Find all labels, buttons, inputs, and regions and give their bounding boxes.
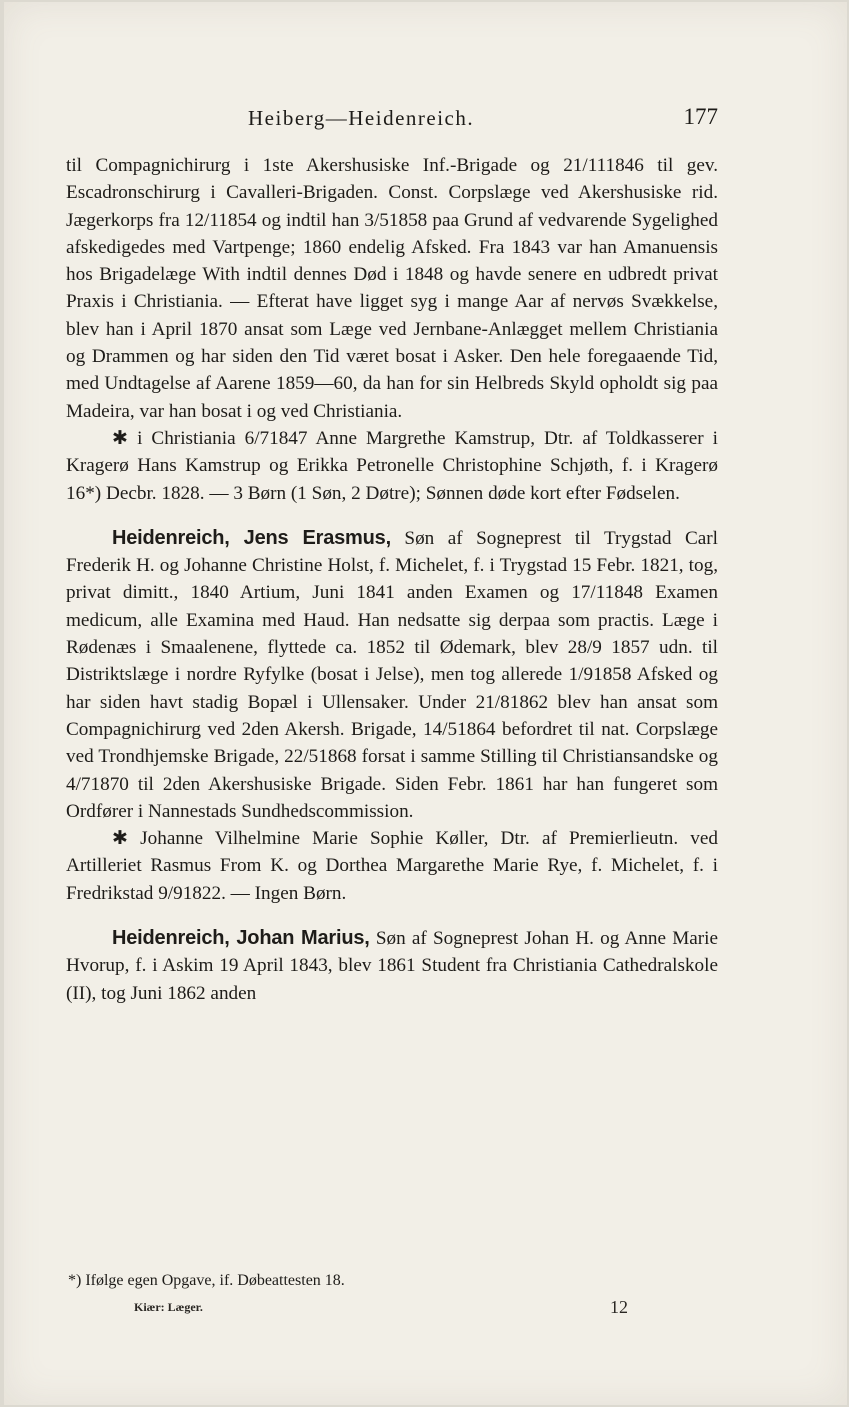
entry-paragraph	[66, 925, 718, 1007]
entry-marriage: ✱ Johanne Vilhelmine Marie Sophie Køller, Dtr. af Premierlieutn. ved Artilleriet Rasmus From K. og Dorthea Margarethe Marie Rye, f. Michelet, f. i Fredrikstad 9/91822. — Ingen Børn.	[66, 828, 718, 904]
footnote	[66, 1272, 718, 1290]
entry-paragraph	[66, 525, 718, 825]
footnote-text: *) Ifølge egen Opgave, if. Døbeattesten 18.	[68, 1272, 345, 1289]
page-header	[66, 102, 718, 134]
entry-text: Søn af Sogneprest Johan H. og Anne Marie Hvorup, f. i Askim 19 April 1843, blev 1861 Student fra Christiania Cathedralskole (II), tog Juni 1862 anden	[66, 928, 719, 1004]
continuation-section	[66, 152, 718, 507]
entry-name: Heidenreich, Johan Marius,	[112, 927, 370, 950]
printer-signature: Kiær: Læger.	[134, 1300, 203, 1314]
page-number: 177	[683, 104, 718, 129]
running-title: Heiberg—Heidenreich.	[248, 106, 475, 130]
entry-johan-marius	[66, 925, 718, 1007]
body-text	[66, 152, 718, 1007]
signature-number: 12	[610, 1297, 628, 1317]
marriage-paragraph: ✱ i Christiania 6/71847 Anne Margrethe Kamstrup, Dtr. af Toldkasserer i Kragerø Hans Kamstrup og Erikka Petronelle Christophine Schjøth, f. i Kragerø 16*) Decbr. 1828. — 3 Børn (1 Søn, 2 Døtre); Sønnen døde kort efter Fødselen.	[66, 427, 718, 504]
entry-name: Heidenreich, Jens Erasmus,	[112, 526, 391, 549]
entry-text: Søn af Sogneprest til Trygstad Carl Frederik H. og Johanne Christine Holst, f. Michelet, f. i Trygstad 15 Febr. 1821, tog, privat dimitt., 1840 Artium, Juni 1841 anden Examen og 17/11848 Examen medicum, alle Examina med Haud. Han nedsatte sig derpaa som practis. Læge i Rødenæs i Smaalenene, flyttede ca. 1852 til Ødemark, blev 28/9 1857 udn. til Distriktslæge i nordre Ryfylke (bosat i Jelse), men tog allerede 1/91858 Afsked og har siden havt stadig Bopæl i Ullensaker. Under 21/81862 blev han ansat som Compagnichirurg ved 2den Akersh. Brigade, 14/51864 befordret til nat. Corpslæge ved Trondhjemske Brigade, 22/51868 forsat i samme Stilling til Christiansandske og 4/71870 til 2den Akershusiske Brigade. Siden Febr. 1861 har han fungeret som Ordfører i Nannestads Sundhedscommission.	[66, 527, 718, 822]
document-page	[4, 2, 847, 1405]
entry-jens-erasmus	[66, 525, 718, 907]
continuation-paragraph: til Compagnichirurg i 1ste Akershusiske Inf.-Brigade og 21/111846 til gev. Escadronschirurg i Cavalleri-Brigaden. Const. Corpslæge ved Akershusiske rid. Jægerkorps fra 12/11854 og indtil han 3/51858 paa Grund af vedvarende Sygelighed afskedigedes med Vartpenge; 1860 endelig Afsked. Fra 1843 var han Amanuensis hos Brigadelæge With indtil dennes Død i 1848 og havde senere en udbredt privat Praxis i Christiania. — Efterat have ligget syg i mange Aar af nervøs Svækkelse, blev han i April 1870 ansat som Læge ved Jernbane-Anlægget mellem Christiania og Drammen og har siden den Tid været bosat i Asker. Den hele foregaaende Tid, med Undtagelse af Aarene 1859—60, da han for sin Helbreds Skyld opholdt sig paa Madeira, var han bosat i og ved Christiania.	[66, 155, 718, 422]
